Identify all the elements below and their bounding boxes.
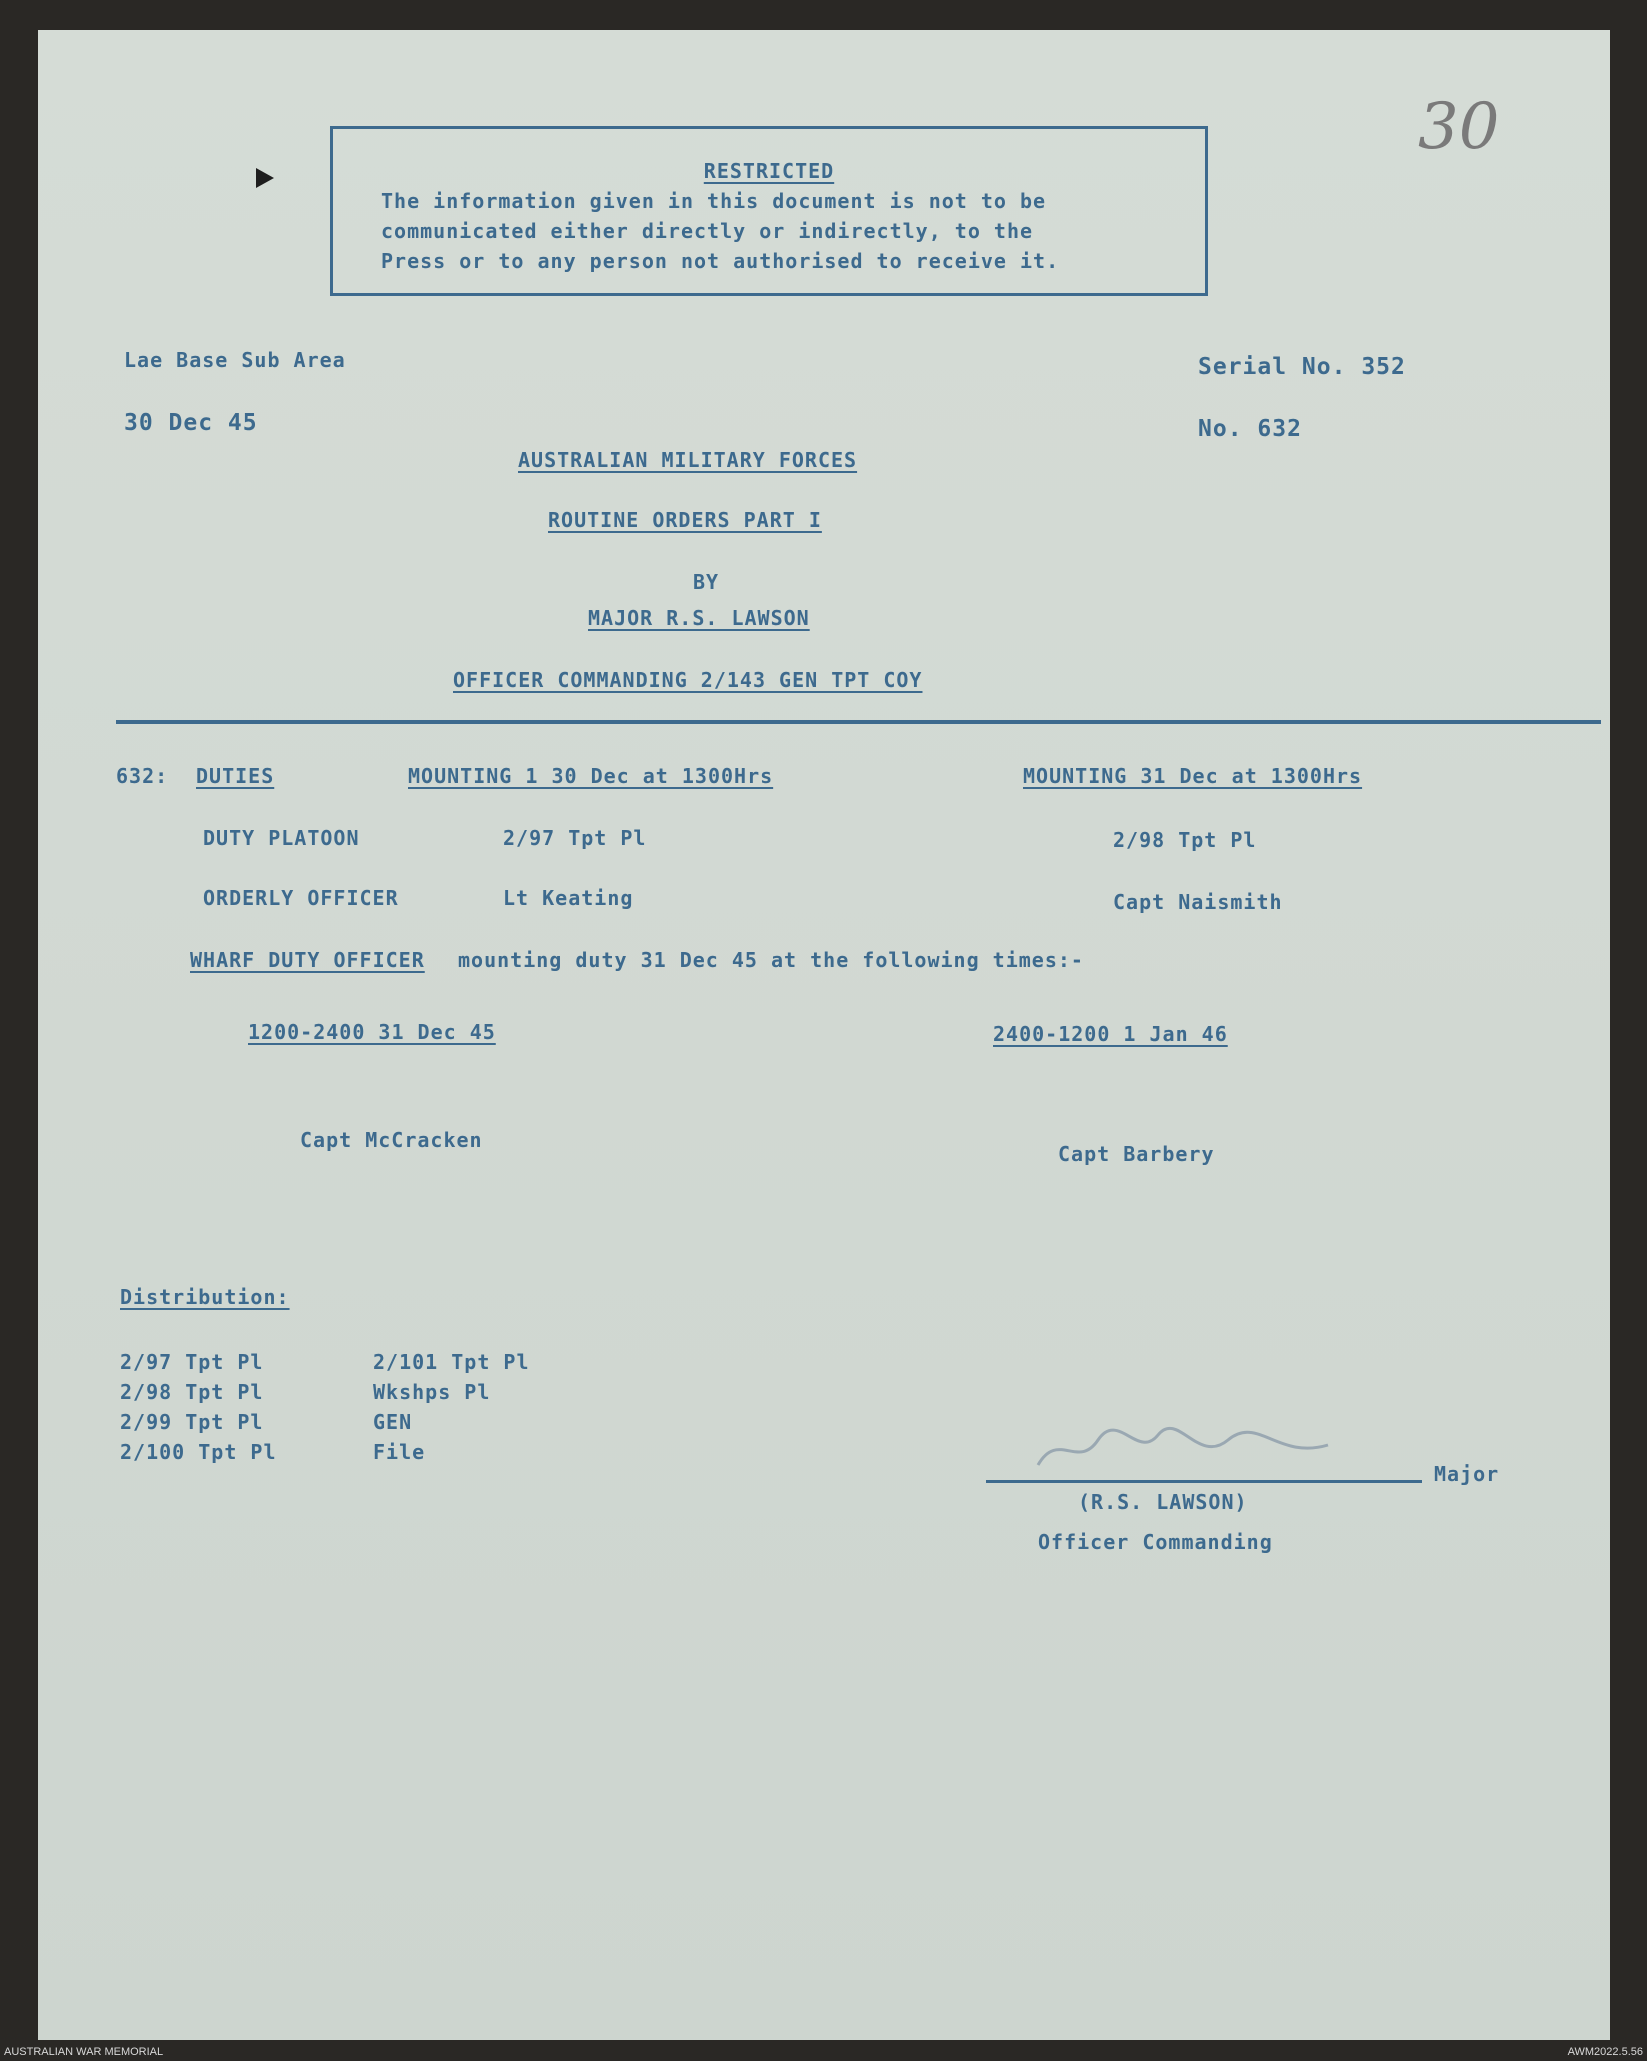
title-line-2: ROUTINE ORDERS PART I <box>548 508 822 532</box>
restricted-stamp <box>330 126 1208 296</box>
distribution-heading: Distribution: <box>120 1285 290 1309</box>
wharf-officer-2: Capt Barbery <box>1058 1142 1215 1166</box>
signature-rank: Major <box>1434 1462 1500 1486</box>
duties-heading: DUTIES <box>196 764 275 788</box>
distribution-item: 2/100 Tpt Pl <box>120 1440 277 1464</box>
wharf-officer-1: Capt McCracken <box>300 1128 483 1152</box>
title-line-5: OFFICER COMMANDING 2/143 GEN TPT COY <box>453 668 923 692</box>
wharf-duty-text: mounting duty 31 Dec 45 at the following times:- <box>458 948 1084 972</box>
orderly-officer-2: Capt Naismith <box>1113 890 1283 914</box>
divider <box>116 720 1601 724</box>
arrow-icon <box>256 168 274 188</box>
duty-platoon-1: 2/97 Tpt Pl <box>503 826 647 850</box>
signature-title: Officer Commanding <box>1038 1530 1273 1554</box>
wharf-time-1: 1200-2400 31 Dec 45 <box>248 1020 496 1044</box>
stamp-title: RESTRICTED <box>703 159 835 183</box>
distribution-item: GEN <box>373 1410 413 1434</box>
distribution-item: Wkshps Pl <box>373 1380 491 1404</box>
wharf-time-2: 2400-1200 1 Jan 46 <box>993 1022 1228 1046</box>
distribution-item: File <box>373 1440 426 1464</box>
duties-col2-heading: MOUNTING 31 Dec at 1300Hrs <box>1023 764 1363 788</box>
page-number: 30 <box>1418 90 1500 164</box>
header-area: Lae Base Sub Area <box>124 348 346 372</box>
header-number: No. 632 <box>1198 416 1302 442</box>
duty-platoon-2: 2/98 Tpt Pl <box>1113 828 1257 852</box>
title-line-1: AUSTRALIAN MILITARY FORCES <box>518 448 858 472</box>
wharf-duty-label: WHARF DUTY OFFICER <box>190 948 425 972</box>
signature-name: (R.S. LAWSON) <box>1078 1490 1248 1514</box>
orderly-officer-label: ORDERLY OFFICER <box>203 886 399 910</box>
distribution-item: 2/97 Tpt Pl <box>120 1350 264 1374</box>
stamp-line-3: Press or to any person not authorised to receive it. <box>381 249 1060 273</box>
header-serial: Serial No. 352 <box>1198 354 1406 380</box>
distribution-item: 2/101 Tpt Pl <box>373 1350 530 1374</box>
stamp-line-1: The information given in this document is not to be <box>381 189 1047 213</box>
signature-line <box>986 1480 1422 1483</box>
orderly-officer-1: Lt Keating <box>503 886 634 910</box>
distribution-item: 2/99 Tpt Pl <box>120 1410 264 1434</box>
duties-col1-heading: MOUNTING 1 30 Dec at 1300Hrs <box>408 764 774 788</box>
footer-left: AUSTRALIAN WAR MEMORIAL <box>4 2046 164 2058</box>
footer-right: AWM2022.5.56 <box>1567 2046 1643 2058</box>
title-line-3: BY <box>693 570 720 594</box>
stamp-line-2: communicated either directly or indirectly, to the <box>381 219 1034 243</box>
title-line-4: MAJOR R.S. LAWSON <box>588 606 810 630</box>
duties-item-number: 632: <box>116 764 169 788</box>
handwritten-signature <box>1028 1410 1348 1480</box>
distribution-item: 2/98 Tpt Pl <box>120 1380 264 1404</box>
header-date: 30 Dec 45 <box>124 410 258 436</box>
document-sheet <box>38 30 1610 2040</box>
duty-platoon-label: DUTY PLATOON <box>203 826 360 850</box>
